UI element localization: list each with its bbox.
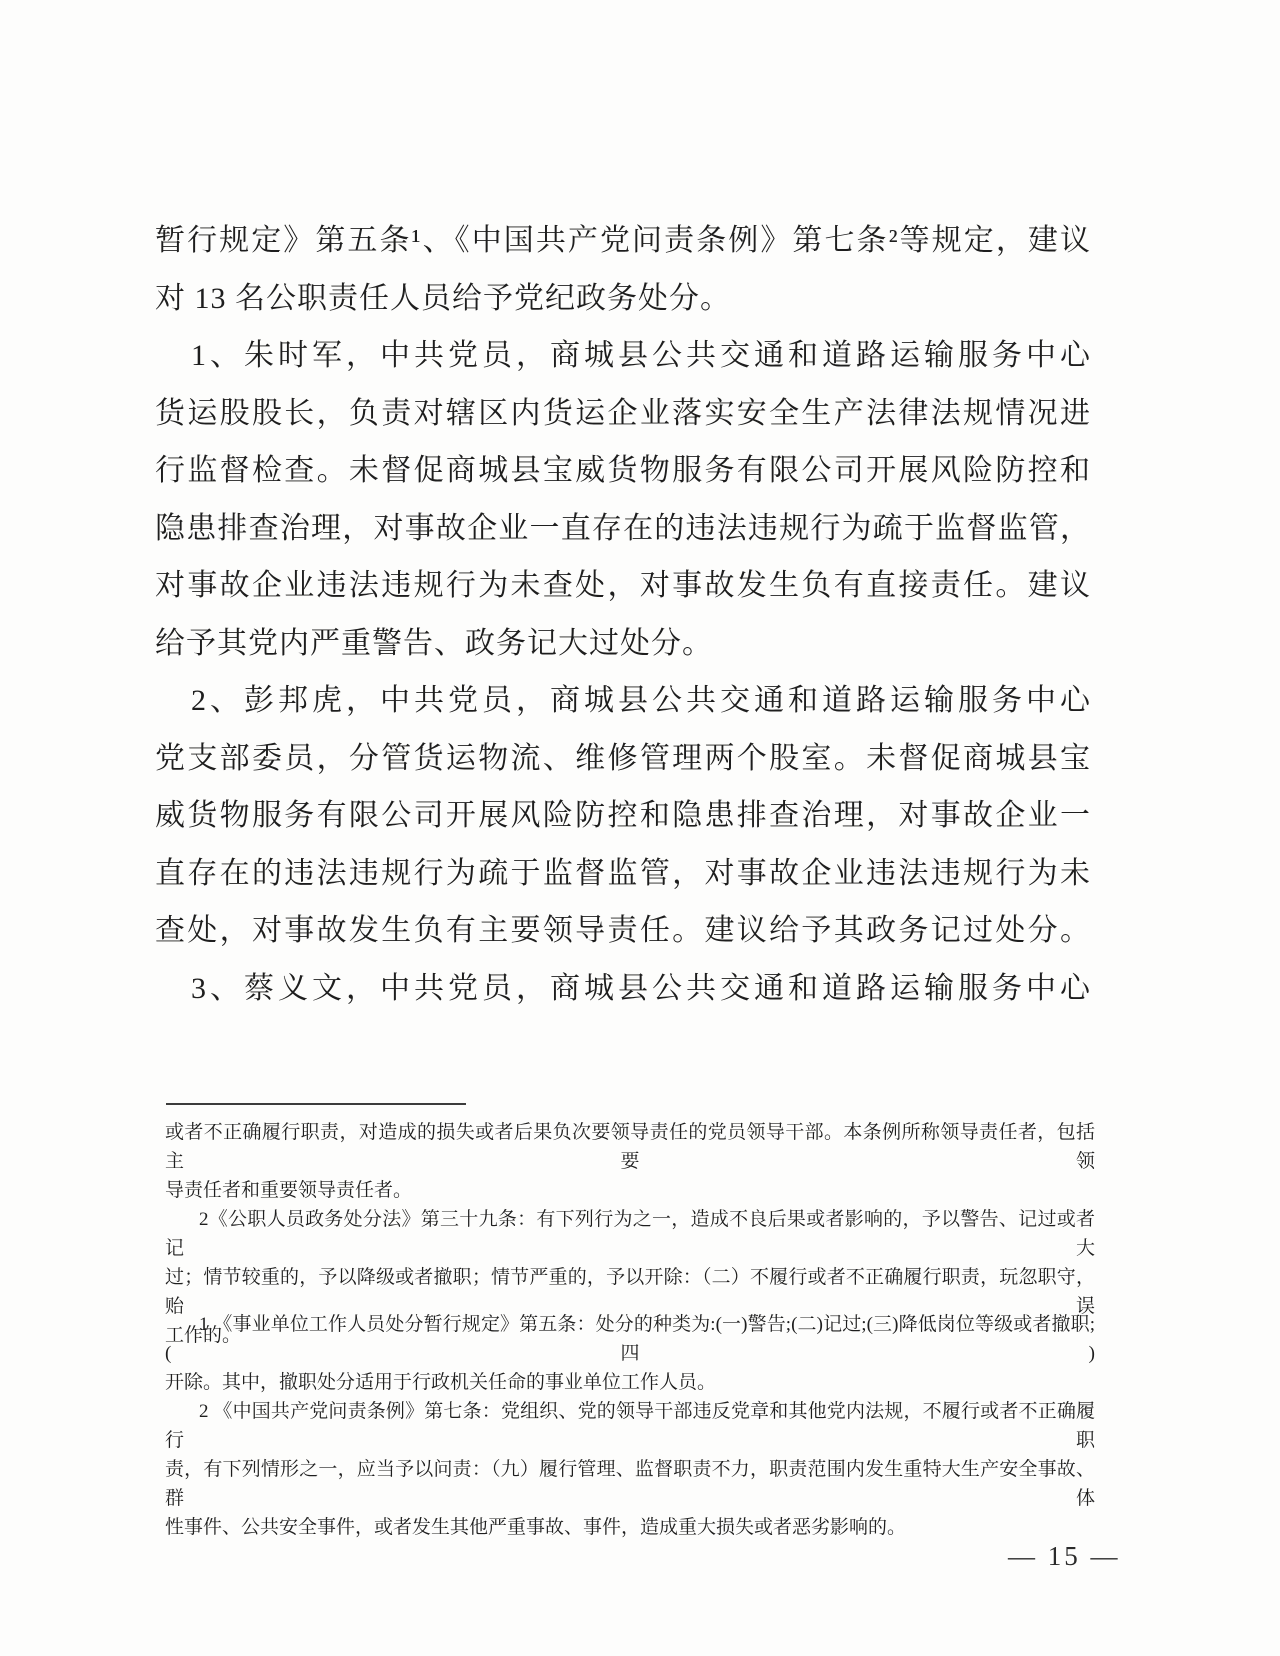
footnote-line: 1 《事业单位工作人员处分暂行规定》第五条：处分的种类为:(一)警告;(二)记过;(三)降低岗位等级或者撤职;(四): [165, 1314, 1095, 1364]
body-line: 行监督检查。未督促商城县宝威货物服务有限公司开展风险防控和: [155, 454, 1091, 487]
body-line: 2、彭邦虎，中共党员，商城县公共交通和道路运输服务中心: [191, 684, 1091, 717]
footnote-line: 过；情节较重的，予以降级或者撤职；情节严重的，予以开除：（二）不履行或者不正确履行职责，玩忽职守，贻误: [165, 1267, 1095, 1317]
body-line: 对事故企业违法违规行为未查处，对事故发生负有直接责任。建议: [155, 569, 1091, 602]
body-line: 给予其党内严重警告、政务记大过处分。: [155, 626, 713, 660]
footnote-separator: [166, 1103, 466, 1105]
body-line: 3、蔡义文，中共党员，商城县公共交通和道路运输服务中心: [191, 971, 1091, 1005]
page-number: — 15 —: [1008, 1541, 1121, 1571]
footnote-line: 开除。其中，撤职处分适用于行政机关任命的事业单位工作人员。: [165, 1372, 717, 1393]
body-line: 对 13 名公职责任人员给予党纪政务处分。: [155, 281, 731, 315]
footnote-line: 性事件、公共安全事件，或者发生其他严重事故、事件，造成重大损失或者恶劣影响的。: [165, 1517, 907, 1538]
body-text: [155, 212, 1091, 1017]
body-line: 查处，对事故发生负有主要领导责任。建议给予其政务记过处分。: [155, 914, 1091, 947]
body-line: 货运股股长，负责对辖区内货运企业落实安全生产法律法规情况进: [155, 396, 1091, 430]
body-line: 威货物服务有限公司开展风险防控和隐患排查治理，对事故企业一: [155, 799, 1091, 832]
footnote-line: 责，有下列情形之一，应当予以问责：（九）履行管理、监督职责不力，职责范围内发生重特大生产安全事故、群体: [165, 1459, 1095, 1509]
body-line: 直存在的违法违规行为疏于监督监管，对事故企业违法违规行为未: [155, 856, 1091, 890]
body-line: 隐患排查治理，对事故企业一直存在的违法违规行为疏于监督监管，: [155, 511, 1091, 545]
footnote-block-b: [165, 1310, 1095, 1542]
body-line: 暂行规定》第五条¹、《中国共产党问责条例》第七条²等规定，建议: [155, 224, 1091, 257]
footnote-line: 或者不正确履行职责，对造成的损失或者后果负次要领导责任的党员领导干部。本条例所称领导责任者，包括主要领: [165, 1122, 1095, 1172]
footnote-line: 工作的。: [165, 1325, 242, 1346]
body-line: 党支部委员，分管货运物流、维修管理两个股室。未督促商城县宝: [155, 741, 1091, 775]
footnote-line: 2《公职人员政务处分法》第三十九条：有下列行为之一，造成不良后果或者影响的，予以警告、记过或者记大: [165, 1209, 1095, 1259]
footnote-line: 2 《中国共产党问责条例》第七条：党组织、党的领导干部违反党章和其他党内法规，不履行或者不正确履行职: [165, 1401, 1095, 1451]
footnote-line: 导责任者和重要领导责任者。: [165, 1180, 413, 1201]
body-line: 1、朱时军，中共党员，商城县公共交通和道路运输服务中心: [191, 339, 1091, 372]
